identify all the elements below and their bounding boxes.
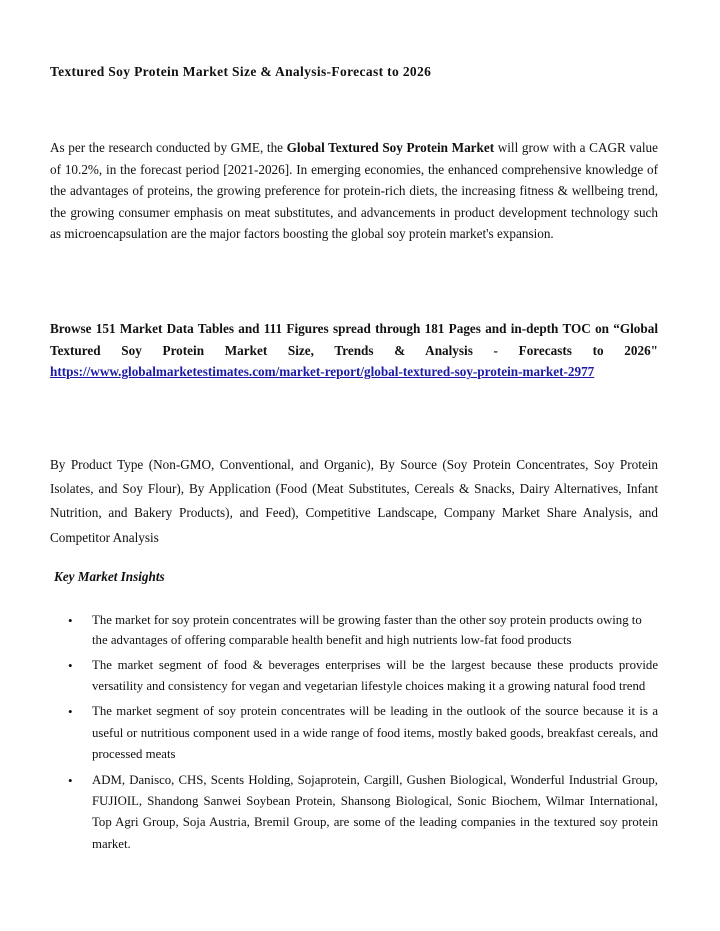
list-item — [68, 611, 658, 651]
bullet-icon: • — [68, 704, 73, 720]
intro-text-rest: will grow with a CAGR value of 10.2%, in the forecast period [2021-2026]. In emerging economies, the enhanced comprehensive knowledge of the advantages of proteins, the growing preference for protein-rich diets, the increasing fitness & wellbeing trend, the growing consumer emphasis on meat substitutes, and advancements in product development technology such as microencapsulation are the major factors boosting the global soy protein market's expansion. — [50, 140, 658, 242]
report-link[interactable]: https://www.globalmarketestimates.com/market-report/global-textured-soy-protein-market-2977 — [50, 364, 595, 380]
page-title: Textured Soy Protein Market Size & Analysis-Forecast to 2026 — [50, 64, 432, 79]
list-item-text: ADM, Danisco, CHS, Scents Holding, Sojaprotein, Cargill, Gushen Biological, Wonderful Industrial Group, FUJIOIL, Shandong Sanwei Soybean Protein, Shansong Biological, Sonic Biochem, Wilmar International, Top Agri Group, Soja Austria, Bremil Group, are some of the leading companies in the textured soy protein market. — [92, 772, 658, 851]
segmentation-paragraph: By Product Type (Non-GMO, Conventional, and Organic), By Source (Soy Protein Concentrates, Soy Protein Isolates, and Soy Flour), By Application (Food (Meat Substitutes, Cereals & Snacks, Dairy Alternatives, Infant Nutrition, and Bakery Products), and Feed), Competitive Landscape, Company Market Share Analysis, and Competitor Analysis — [50, 457, 658, 545]
list-item — [68, 655, 658, 698]
browse-paragraph — [50, 318, 658, 383]
intro-paragraph — [50, 137, 658, 245]
bullet-icon: • — [68, 613, 73, 628]
list-item — [68, 770, 658, 856]
intro-text-start: As per the research conducted by GME, the — [50, 140, 287, 155]
bullet-icon: • — [68, 657, 73, 673]
list-item — [68, 701, 658, 765]
list-item-text: The market segment of food & beverages enterprises will be the largest because these products provide versatility and consistency for vegan and vegetarian lifestyle choices making it a growing natural food trend — [92, 657, 658, 693]
insights-list — [0, 611, 720, 859]
list-item-text: The market for soy protein concentrates will be growing faster than the other soy protein products owing to the advantages of offering comparable health benefit and high nutrients low-fat food products — [92, 613, 642, 647]
intro-market-name: Global Textured Soy Protein Market — [286, 140, 495, 155]
key-insights-heading: Key Market Insights — [54, 569, 165, 584]
browse-text: Browse 151 Market Data Tables and 111 Figures spread through 181 Pages and in-depth TOC on “Global Textured Soy Protein Market Size, Trends & Analysis - Forecasts to 2026" — [50, 321, 658, 358]
list-item-text: The market segment of soy protein concentrates will be leading in the outlook of the source because it is a useful or nutritious component used in a wide range of food items, mostly baked goods, breakfast cereals, and processed meats — [92, 704, 658, 762]
bullet-icon: • — [68, 772, 73, 788]
